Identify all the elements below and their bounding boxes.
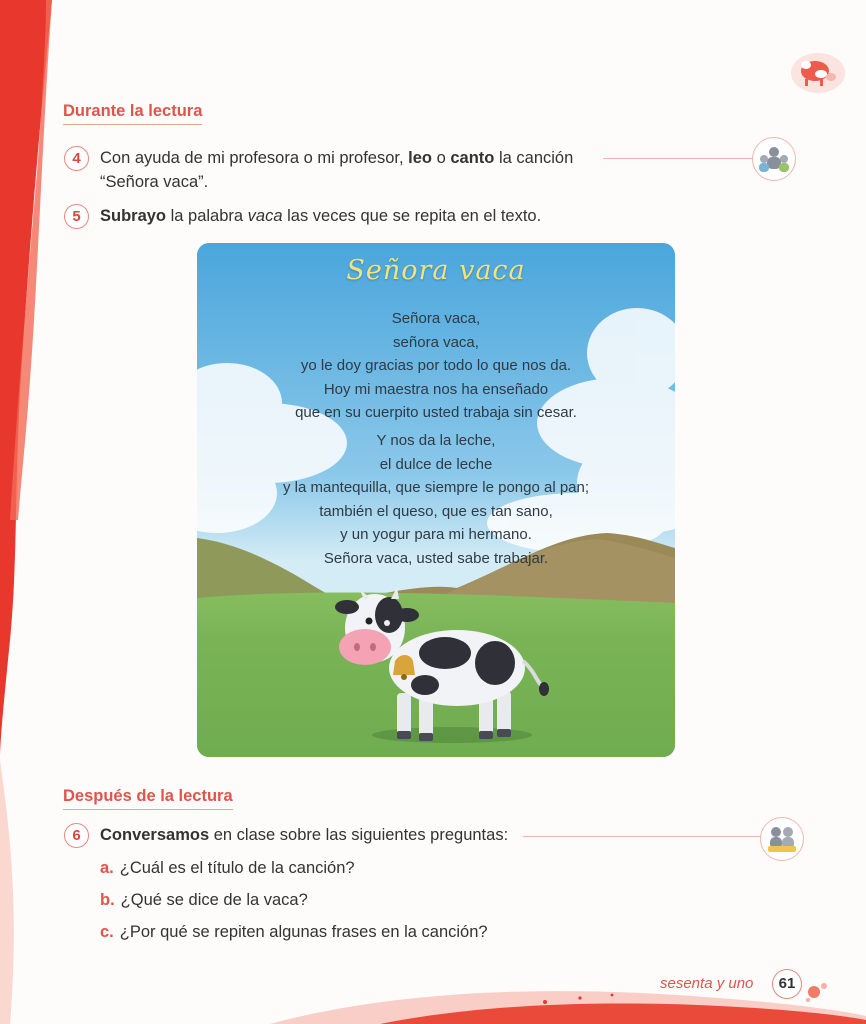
page-number: 61 xyxy=(772,969,802,999)
poem-line: el dulce de leche xyxy=(379,455,493,473)
leader-line xyxy=(523,836,761,837)
activity-item-4 xyxy=(64,146,804,196)
poem-line: que en su cuerpito usted trabaja sin cesar. xyxy=(295,404,577,421)
poem-card xyxy=(197,243,675,757)
item-6-text: Conversamos en clase sobre las siguientes preguntas: xyxy=(100,826,509,844)
section-title-during: Durante la lectura xyxy=(63,102,202,125)
item-4-text: Con ayuda de mi profesora o mi profesor, leo o canto la canción “Señora vaca”. xyxy=(100,149,574,191)
poem-line: señora vaca, xyxy=(393,333,479,351)
poem-line: también el queso, que es tan sano, xyxy=(319,502,553,520)
poem-line: y la mantequilla, que siempre le pongo al pan; xyxy=(282,479,590,496)
poem-line: Señora vaca, xyxy=(391,310,481,327)
poem-line: Hoy mi maestra nos ha enseñado xyxy=(323,380,549,398)
page-number-words: sesenta y uno xyxy=(660,975,754,992)
item-number-badge: 5 xyxy=(64,204,89,229)
group-reading-icon xyxy=(752,137,796,181)
item-number-badge: 4 xyxy=(64,146,89,171)
poem-line: yo le doy gracias por todo lo que nos da. xyxy=(300,357,572,374)
item-5-text: Subrayo la palabra vaca las veces que se repita en el texto. xyxy=(100,207,542,225)
activity-item-5 xyxy=(64,204,804,230)
section-title-after: Después de la lectura xyxy=(63,787,233,810)
cow-badge-icon xyxy=(790,52,846,94)
poem-line: y un yogur para mi hermano. xyxy=(340,526,532,543)
footer-dots-decoration xyxy=(802,978,832,1004)
leader-line xyxy=(603,158,753,159)
bottom-wave-decoration xyxy=(0,964,866,1024)
poem-stanza-1 xyxy=(197,307,675,425)
question-c: c. ¿Por qué se repiten algunas frases en la canción? xyxy=(100,923,488,941)
poem-line: Señora vaca, usted sabe trabajar. xyxy=(323,549,549,567)
left-ribbon-decoration xyxy=(0,0,60,1024)
question-a: a. ¿Cuál es el título de la canción? xyxy=(100,859,355,877)
item-number-badge: 6 xyxy=(64,823,89,848)
poem-stanza-2 xyxy=(197,429,675,570)
poem-title: Señora vaca xyxy=(346,255,526,286)
poem-line: Y nos da la leche, xyxy=(376,432,496,449)
class-discussion-icon xyxy=(760,817,804,861)
question-b: b. ¿Qué se dice de la vaca? xyxy=(100,891,308,909)
